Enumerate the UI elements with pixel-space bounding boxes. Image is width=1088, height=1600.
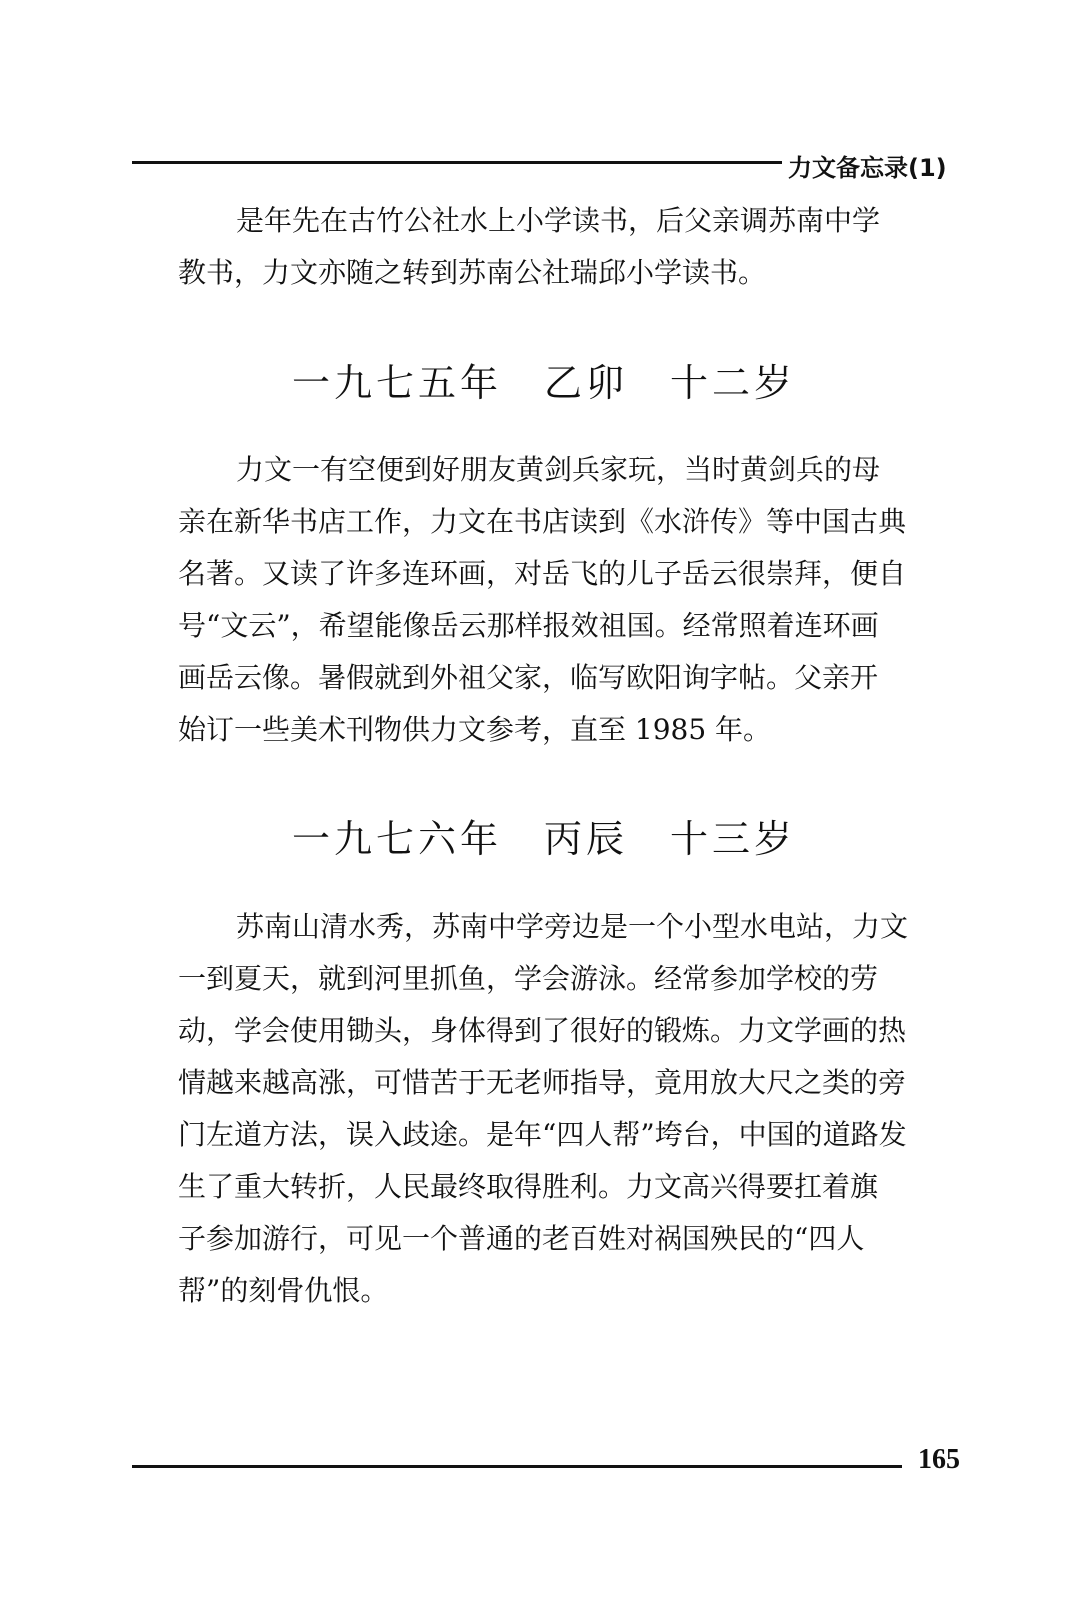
paragraph-line: 力文一有空便到好朋友黄剑兵家玩，当时黄剑兵的母: [236, 453, 881, 486]
running-title: 力文备忘录(1): [788, 154, 947, 182]
paragraph-line: 始订一些美术刊物供力文参考，直至 1985 年。: [178, 713, 772, 746]
paragraph-line: 门左道方法，误入歧途。是年“四人帮”垮台，中国的道路发: [178, 1118, 907, 1151]
section-heading-1975: 一九七五年 乙卯 十二岁: [291, 361, 796, 405]
section-paragraph-1975: [178, 444, 918, 756]
header-rule: [132, 161, 782, 164]
paragraph-line: 子参加游行，可见一个普通的老百姓对祸国殃民的“四人: [178, 1222, 865, 1255]
paragraph-line: 帮”的刻骨仇恨。: [178, 1274, 389, 1307]
paragraph-line: 号“文云”，希望能像岳云那样报效祖国。经常照着连环画: [178, 609, 879, 642]
paragraph-line: 画岳云像。暑假就到外祖父家，临写欧阳询字帖。父亲开: [178, 661, 879, 694]
paragraph-line: 一到夏天，就到河里抓鱼，学会游泳。经常参加学校的劳: [178, 962, 879, 995]
paragraph-line: 动，学会使用锄头，身体得到了很好的锻炼。力文学画的热: [178, 1014, 907, 1047]
paragraph-line: 名著。又读了许多连环画，对岳飞的儿子岳云很崇拜，便自: [178, 557, 907, 590]
footer-rule: [132, 1465, 902, 1468]
section-heading-1976: 一九七六年 丙辰 十三岁: [291, 817, 796, 861]
paragraph-line: 情越来越高涨，可惜苦于无老师指导，竟用放大尺之类的旁: [178, 1066, 907, 1099]
paragraph-line: 是年先在古竹公社水上小学读书，后父亲调苏南中学: [236, 204, 881, 237]
intro-paragraph: [178, 195, 918, 299]
section-paragraph-1976: [178, 901, 918, 1317]
page-number: 165: [918, 1444, 960, 1475]
paragraph-line: 教书，力文亦随之转到苏南公社瑞邱小学读书。: [178, 256, 767, 289]
paragraph-line: 生了重大转折，人民最终取得胜利。力文高兴得要扛着旗: [178, 1170, 879, 1203]
paragraph-line: 亲在新华书店工作，力文在书店读到《水浒传》等中国古典: [178, 505, 907, 538]
paragraph-line: 苏南山清水秀，苏南中学旁边是一个小型水电站，力文: [236, 910, 909, 943]
